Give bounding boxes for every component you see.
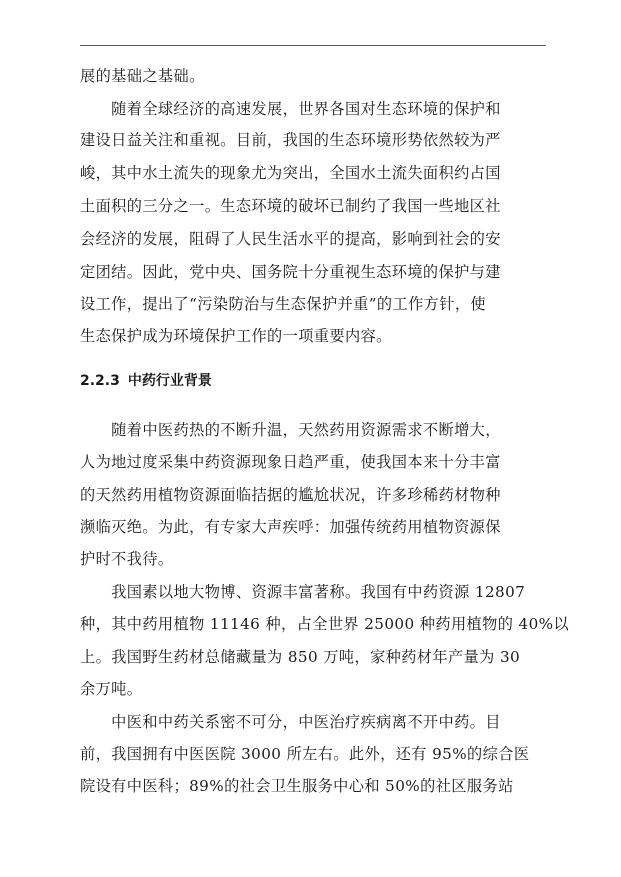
header-rule <box>80 45 546 46</box>
body-text-line: 建设日益关注和重视。目前，我国的生态环境形势依然较为严 <box>80 131 501 149</box>
body-text-line: 种，其中药用植物 11146 种，占全世界 25000 种药用植物的 40%以 <box>80 615 570 633</box>
body-text-line: 我国素以地大物博、资源丰富著称。我国有中药资源 12807 <box>80 583 526 601</box>
body-text-line: 定团结。因此，党中央、国务院十分重视生态环境的保护与建 <box>80 263 501 281</box>
body-text-line: 上。我国野生药材总储藏量为 850 万吨，家种药材年产量为 30 <box>80 648 521 666</box>
body-text-line: 土面积的三分之一。生态环境的破坏已制约了我国一些地区社 <box>80 197 501 215</box>
body-text-line: 随着全球经济的高速发展，世界各国对生态环境的保护和 <box>80 100 501 118</box>
body-text-line: 中医和中药关系密不可分，中医治疗疾病离不开中药。目 <box>80 713 501 731</box>
section-heading <box>80 371 212 391</box>
body-text-line: 余万吨。 <box>80 680 143 698</box>
section-number: 2.2.3 <box>80 373 120 389</box>
body-text-line: 展的基础之基础。 <box>80 67 205 85</box>
body-text-line: 会经济的发展，阻碍了人民生活水平的提高，影响到社会的安 <box>80 230 501 248</box>
body-text-line: 设工作，提出了“污染防治与生态保护并重”的工作方针，使 <box>80 295 487 313</box>
section-title: 中药行业背景 <box>127 373 212 389</box>
body-text-line: 随着中医药热的不断升温，天然药用资源需求不断增大， <box>80 421 501 439</box>
body-text-line: 生态保护成为环境保护工作的一项重要内容。 <box>80 327 392 345</box>
body-text-line: 的天然药用植物资源面临拮据的尴尬状况，许多珍稀药材物种 <box>80 486 501 504</box>
body-text-line: 人为地过度采集中药资源现象日趋严重，使我国本来十分丰富 <box>80 453 501 471</box>
body-text-line: 护时不我待。 <box>80 550 174 568</box>
body-text-line: 濒临灭绝。为此，有专家大声疾呼：加强传统药用植物资源保 <box>80 518 501 536</box>
body-text-line: 前，我国拥有中医医院 3000 所左右。此外，还有 95%的综合医 <box>80 745 530 763</box>
body-text-line: 峻，其中水土流失的现象尤为突出，全国水土流失面积约占国 <box>80 164 501 182</box>
body-text-line: 院设有中医科；89%的社会卫生服务中心和 50%的社区服务站 <box>80 777 514 795</box>
